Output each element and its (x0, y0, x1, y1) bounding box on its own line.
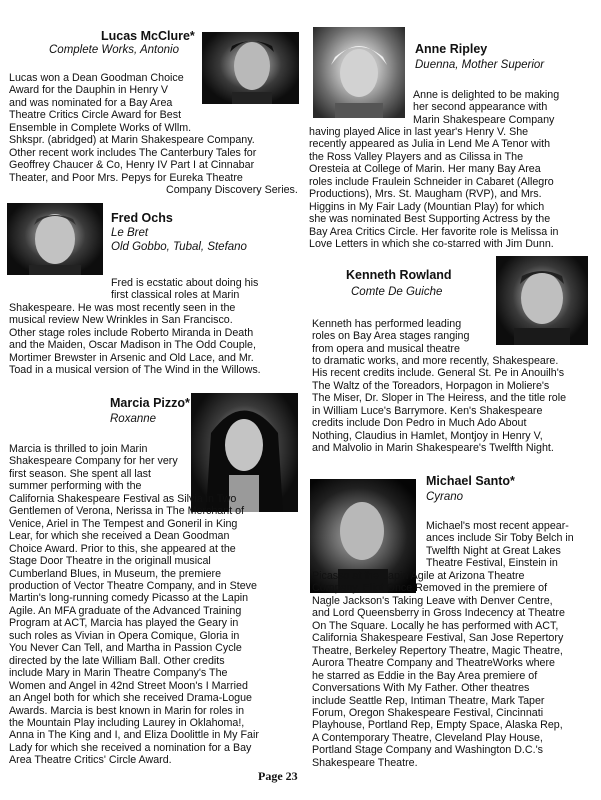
kenneth-rowland-photo (496, 256, 588, 345)
actor-bio: Lucas won a Dean Goodman Choice Award for the Dauphin in Henry V and was nominated for a Bay Area Theatre Critics Circle Award for Best Ensemble in Complete Works of Wllm. Shkspr. (abridged) at Marin Shakespeare Company. Other recent work includes The Canterbury Tales for Geoffrey Chaucer & Co, Henry IV Part I at Cinnabar Theater, and Poor Mrs. Pepys for Eureka Theatre Company Discovery Series. (9, 72, 298, 197)
actor-bio: Marcia is thrilled to join Marin Shakespeare Company for her very first season. She spent all last summer performing with the California Shakespeare Festival as Silvia in Two Gentlemen of Verona, Nerissa in The Merchant of Venice, Ariel in The Tempest and Goneril in King Lear, for which she received a Dean Goodman Choice Award. Prior to this, she appeared at the Stage Door Theatre in the originall musical Cumberland Blues, in Museum, the premiere production of Vector Theatre Company, and in Steve Martin's long-running comedy Picasso at the Lapin Agile. An MFA graduate of the Advanced Training Program at ACT, Marcia has played the Geary in such roles as Vivian in Opera Comique, Gloria in You Never Can Tell, and Martha in Passion Cycle directed by the late William Ball. Other credits include Mary in Marin Theatre Company's The Women and Angel in 42nd Street Moon's I Married an Angel both for which she received Drama-Logue Awards. Marcia is best known in Marin for roles in the Mountain Play including Laurey in Oklahoma!, Anna in The King and I, and Eliza Doolittle in My Fair Lady for which she received a nomination for a Bay Area Theatre Critics' Circle Award. (9, 443, 259, 767)
actor-role: Roxanne (110, 413, 157, 425)
actor-name: Marcia Pizzo* (110, 396, 190, 410)
anne-ripley-photo (313, 27, 405, 118)
actor-role: Cyrano (426, 491, 464, 503)
actor-bio-cont: Shakespeare. He was most recently seen in the musical review New Wrinkles in San Francisco. Other stage roles include Roberto Miranda in Death and the Maiden, Oscar Madison in The Odd Couple, Mortimer Brewster in Arsenic and Old Lace, and Mr. Toad in a musical version of The Wind in the Willows. (9, 302, 261, 377)
portrait-icon (7, 203, 103, 275)
actor-bio-cont: to dramatic works, and more recently, Shakespeare. His recent credits include. General St. Pe in Anouilh's The Waltz of the Toreadors, Horpagon in Moliere's The Miser, Dr. Sloper in The Heiress, and the title role in William Luce's Barrymore. Ken's Shakespeare credits include Don Pedro in Much Ado About Nothing, Claudius in Hamlet, Montjoy in Henry V, and Malvolio in Marin Shakespeare's Twelfth Night. (312, 355, 567, 455)
actor-name: Kenneth Rowland (346, 268, 452, 282)
actor-role: Le Bret Old Gobbo, Tubal, Stefano (111, 227, 247, 253)
actor-role: Duenna, Mother Superior (415, 59, 545, 71)
actor-bio: Kenneth has performed leading roles on Bay Area stages ranging from opera and musical theatre (312, 318, 470, 355)
actor-role: Complete Works, Antonio (49, 44, 179, 56)
actor-bio: Fred is ecstatic about doing his first classical roles at Marin (111, 277, 259, 302)
actor-name: Anne Ripley (415, 42, 488, 56)
actor-bio: Anne is delighted to be making her second appearance with Marin Shakespeare Company (413, 89, 560, 126)
actor-name: Fred Ochs (111, 211, 173, 225)
actor-name: Michael Santo* (426, 474, 515, 488)
actor-bio: Michael's most recent appear- ances include Sir Toby Belch in Twelfth Night at Great Lakes Theatre Festival, Einstein in (426, 520, 574, 570)
actor-name: Lucas McClure* (101, 29, 195, 43)
actor-role: Comte De Guiche (351, 286, 443, 298)
actor-bio-cont: having played Alice in last year's Henry V. She recently appeared as Julia in Lend Me A Tenor with the Ross Valley Players and as Cilissa in The Oresteia at College of Marin. Her many Bay Area roles include Fraulein Schneider in Cabaret (Allegro Productions), Mrs. St. Maugham (RVP), and Mrs. Higgins in My Fair Lady (Mountian Play) for which she was nominated Best Supporting Actress by the Bay Area Critics Circle. Her favorite role is Melissa in Love Letters in which she co-starred with Jim Dunn. (309, 126, 559, 251)
portrait-icon (313, 27, 405, 118)
fred-ochs-photo (7, 203, 103, 275)
actor-bio-cont: Picasso at the Lapin Agile at Arizona Theatre Company, Eliot Once Removed in the premiere of Nagle Jackson's Taking Leave with Denver Centre, and Lord Queensberry in Gross Indecency at Theatre On The Square. Locally he has performed with ACT, California Shakespeare Festival, San Jose Repertory Theatre, Berkeley Repertory Theatre, Magic Theatre, Aurora Theatre Company and TheatreWorks where he starred as Eddie in the Bay Area premiere of Conversations With My Father. Other theatres include Seattle Rep, Intiman Theatre, Mark Taper Forum, Oregon Shakespeare Festival, Cincinnati Playhouse, Portland Rep, Empty Space, Alaska Rep, A Contemporary Theatre, Cleveland Play House, Portland Stage Company and Washington D.C.'s Shakespeare Theatre. (312, 570, 565, 769)
portrait-icon (496, 256, 588, 345)
page-number: Page 23 (258, 769, 298, 783)
